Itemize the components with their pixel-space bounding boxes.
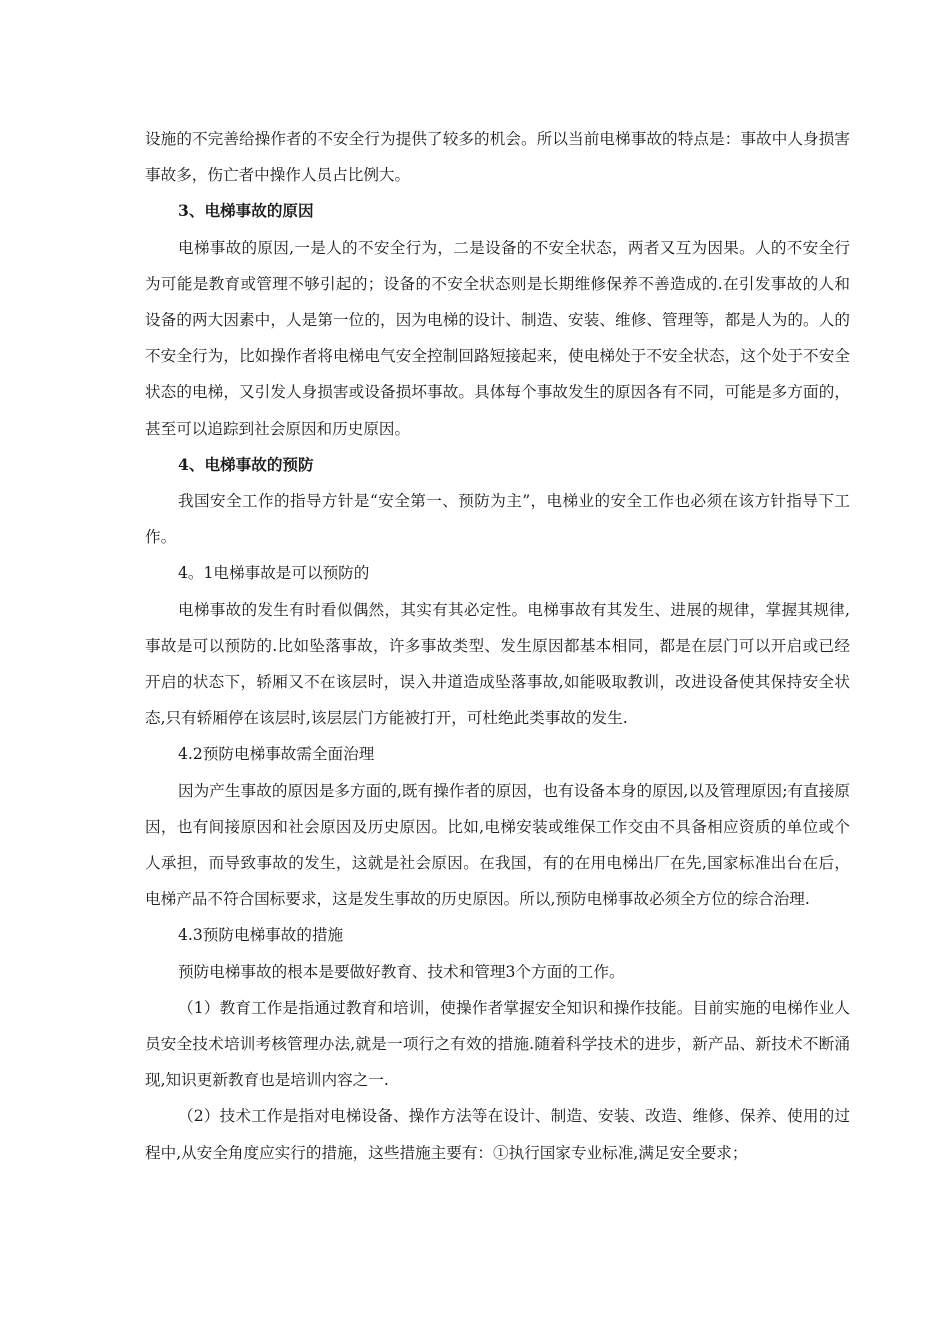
paragraph: 我国安全工作的指导方针是“安全第一、预防为主”，电梯业的安全工作也必须在该方针指导下工作。	[145, 492, 850, 547]
paragraph: 电梯事故的原因,一是人的不安全行为，二是设备的不安全状态，两者又互为因果。人的不安全行为可能是教育或管理不够引起的；设备的不安全状态则是长期维修保养不善造成的.在引发事故的人和设备的两大因素中，人是第一位的，因为电梯的设计、制造、安装、维修、管理等，都是人为的。人的不安全行为，比如操作者将电梯电气安全控制回路短接起来，使电梯处于不安全状态，这个处于不安全状态的电梯，又引发人身损害或设备损坏事故。具体每个事故发生的原因各有不同，可能是多方面的，甚至可以追踪到社会原因和历史原因。	[145, 238, 850, 438]
subsection-heading-4-1: 4。1电梯事故是可以预防的	[178, 564, 370, 583]
paragraph-item-2: （2）技术工作是指对电梯设备、操作方法等在设计、制造、安装、改造、维修、保养、使用的过程中,从安全角度应实行的措施，这些措施主要有：①执行国家专业标准,满足安全要求；	[145, 1107, 850, 1162]
section-heading-3: 3、电梯事故的原因	[178, 201, 314, 221]
document-body	[145, 121, 850, 1171]
paragraph: 电梯事故的发生有时看似偶然，其实有其必定性。电梯事故有其发生、进展的规律，掌握其规律,事故是可以预防的.比如坠落事故，许多事故类型、发生原因都基本相同，都是在层门可以开启或已经开启的状态下，轿厢又不在该层时，误入井道造成坠落事故,如能吸取教训，改进设备使其保持安全状态,只有轿厢停在该层时,该层层门方能被打开，可杜绝此类事故的发生.	[145, 600, 850, 728]
paragraph: 预防电梯事故的根本是要做好教育、技术和管理3个方面的工作。	[178, 962, 625, 981]
paragraph: 因为产生事故的原因是多方面的,既有操作者的原因，也有设备本身的原因,以及管理原因;有直接原因，也有间接原因和社会原因及历史原因。比如,电梯安装或维保工作交由不具备相应资质的单位或个人承担，而导致事故的发生，这就是社会原因。在我国，有的在用电梯出厂在先,国家标准出台在后，电梯产品不符合国标要求，这是发生事故的历史原因。所以,预防电梯事故必须全方位的综合治理.	[145, 781, 850, 909]
paragraph-item-1: （1）教育工作是指通过教育和培训，使操作者掌握安全知识和操作技能。目前实施的电梯作业人员安全技术培训考核管理办法,就是一项行之有效的措施.随着科学技术的进步，新产品、新技术不断涌现,知识更新教育也是培训内容之一.	[145, 998, 850, 1090]
paragraph-continued: 设施的不完善给操作者的不安全行为提供了较多的机会。所以当前电梯事故的特点是：事故中人身损害事故多，伤亡者中操作人员占比例大。	[145, 130, 850, 185]
subsection-heading-4-3: 4.3预防电梯事故的措施	[178, 926, 344, 945]
subsection-heading-4-2: 4.2预防电梯事故需全面治理	[178, 745, 375, 764]
section-heading-4: 4、电梯事故的预防	[178, 454, 314, 474]
